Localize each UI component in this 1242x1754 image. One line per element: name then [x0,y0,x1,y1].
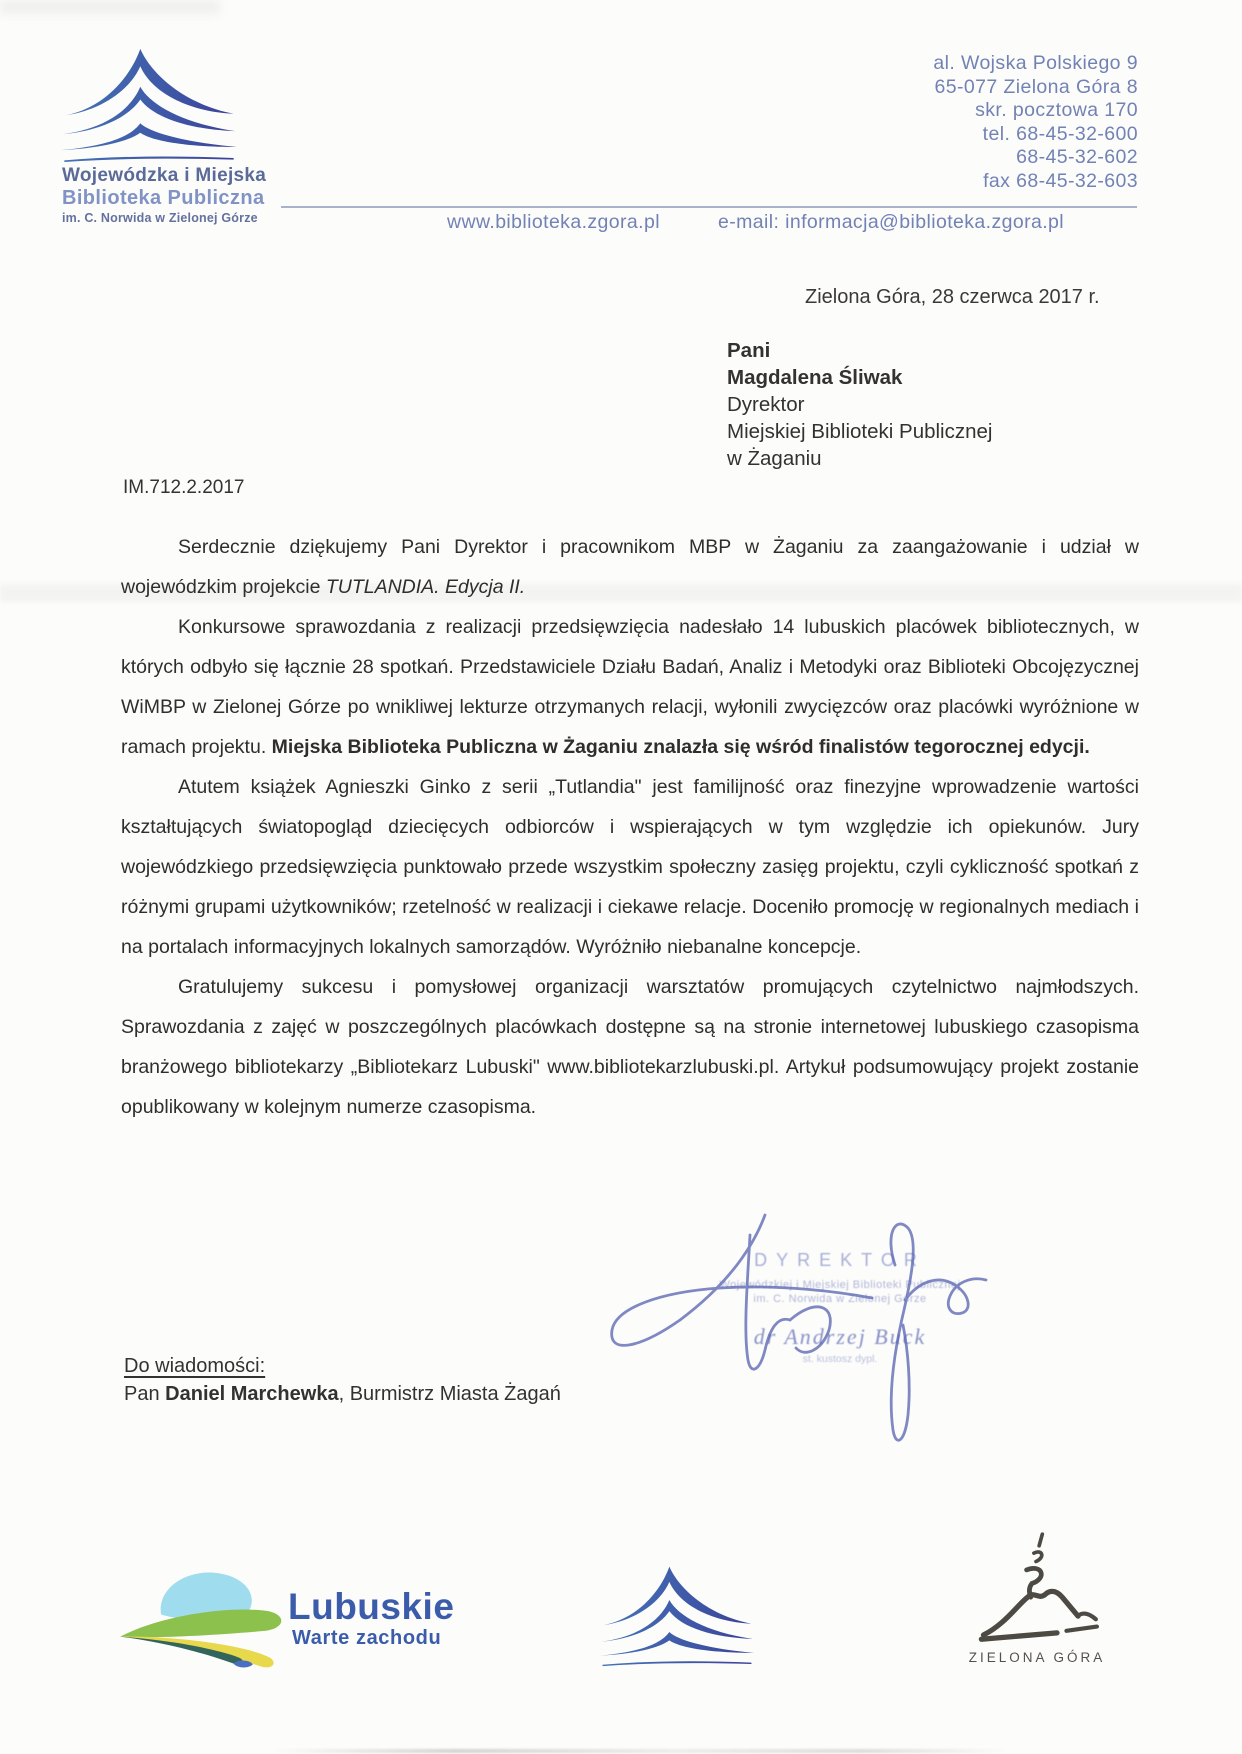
contact-phone-line: tel. 68-45-32-600 [982,122,1138,145]
stamp-signer-name: dr Andrzej Buck [753,1324,927,1349]
contact-address-line: al. Wojska Polskiego 9 [933,52,1138,74]
contact-address-line: 65-077 Zielona Góra 8 [934,75,1138,98]
letter-body [121,527,1139,1127]
contact-fax-line: fax 68-45-32-603 [983,169,1138,192]
paragraph-1-text: Serdecznie dziękujemy Pani Dyrektor i pracownikom MBP w Żaganiu za zaangażowanie i udział w wojewódzkim projekcie [121,536,1139,598]
date-line: Zielona Góra, 28 czerwca 2017 r. [805,286,1100,308]
email-address: e-mail: informacja@biblioteka.zgora.pl [717,211,1065,233]
stamp-signer-title: st. kustosz dypl. [802,1353,878,1365]
zielona-gora-logo-icon [960,1530,1112,1656]
stamp-org-line1: Wojewódzkiej i Miejskiej Biblioteki Publicznej [719,1279,961,1291]
library-logo-text [62,166,266,225]
stamp-org-line2: im. C. Norwida w Zielonej Górze [753,1293,927,1305]
lubuskie-logo-text [288,1588,454,1648]
paragraph-2 [121,607,1139,767]
recipient-block [727,337,992,472]
cc-recipient-line [124,1380,561,1408]
recipient-salutation: Pani [727,339,771,362]
header-divider [281,206,1137,208]
cc-prefix: Pan [124,1383,166,1405]
paragraph-2-text: Konkursowe sprawozdania z realizacji przedsięwzięcia nadesłało 14 lubuskich placówek bibliotecznych, w których odbyło się łącznie 28 spotkań. Przedstawiciele Działu Badań, Analiz i Metodyki oraz Biblioteki Obcojęzycznej WiMBP w Zielonej Górze po wnikliwej lekturze otrzymanych relacji, wyłonili zwycięzców oraz placówki wyróżnione w ramach projektu. [121,616,1139,758]
lubuskie-logo-icon [100,1568,300,1670]
handwritten-signature [600,1180,1000,1470]
cc-suffix: , Burmistrz Miasta Żagań [338,1383,561,1405]
recipient-title: Dyrektor [727,393,805,416]
contact-phone-line: 68-45-32-602 [1016,146,1138,168]
library-logo-footer-icon [597,1563,757,1669]
scan-artifact-bottom [270,1749,1010,1753]
paragraph-1 [121,527,1139,607]
contact-block [933,52,1138,193]
cc-name: Daniel Marchewka [165,1383,339,1405]
stamp-title: DYREKTOR [754,1250,926,1270]
logo-text-line1: Wojewódzka i Miejska [62,165,267,186]
paragraph-4: Gratulujemy sukcesu i pomysłowej organizacji warsztatów promujących czytelnictwo najmłodszych. Sprawozdania z zajęć w poszczególnych placówkach dostępne są na stronie internetowej lubuskiego czasopisma branżowego bibliotekarzy „Bibliotekarz Lubuski" www.bibliotekarzlubuski.pl. Artykuł podsumowujący projekt zostanie opublikowany w kolejnym numerze czasopisma. [121,976,1139,1118]
reference-number: IM.712.2.2017 [123,477,245,498]
zielona-gora-label: ZIELONA GÓRA [968,1650,1106,1665]
paragraph-2-bold: Miejska Biblioteka Publiczna w Żaganiu znalazła się wśród finalistów tegorocznej edycji. [271,736,1090,758]
scan-artifact-top [0,0,220,14]
contact-address-line: skr. pocztowa 170 [975,99,1138,121]
library-logo-icon [58,44,240,166]
recipient-location: w Żaganiu [727,447,822,470]
cc-block [124,1352,561,1408]
recipient-name: Magdalena Śliwak [727,366,903,389]
logo-text-line2: Biblioteka Publiczna [62,186,265,209]
logo-text-line3: im. C. Norwida w Zielonej Górze [62,210,258,225]
header-web-line [447,211,1064,234]
paragraph-3: Atutem książek Agnieszki Ginko z serii „Tutlandia" jest familijność oraz finezyjne wprowadzenie wartości kształtujących światopogląd dziecięcych odbiorców i wspierających w tym względzie ich opiekunów. Jury wojewódzkiego przedsięwzięcia punktowało przede wszystkim społeczny zasięg projektu, czyli cykliczność spotkań z różnymi grupami użytkowników; rzetelność w realizacji i ciekawe relacje. Doceniło promocję w regionalnych mediach i na portalach informacyjnych lokalnych samorządów. Wyróżniło niebanalne koncepcje. [121,776,1139,958]
paragraph-1-italic: TUTLANDIA. Edycja II. [325,576,526,598]
cc-label: Do wiadomości: [124,1355,266,1377]
lubuskie-title: Lubuskie [288,1586,455,1627]
lubuskie-subtitle: Warte zachodu [292,1627,442,1649]
website-url: www.biblioteka.zgora.pl [447,211,660,233]
recipient-organization: Miejskiej Biblioteki Publicznej [727,420,993,443]
